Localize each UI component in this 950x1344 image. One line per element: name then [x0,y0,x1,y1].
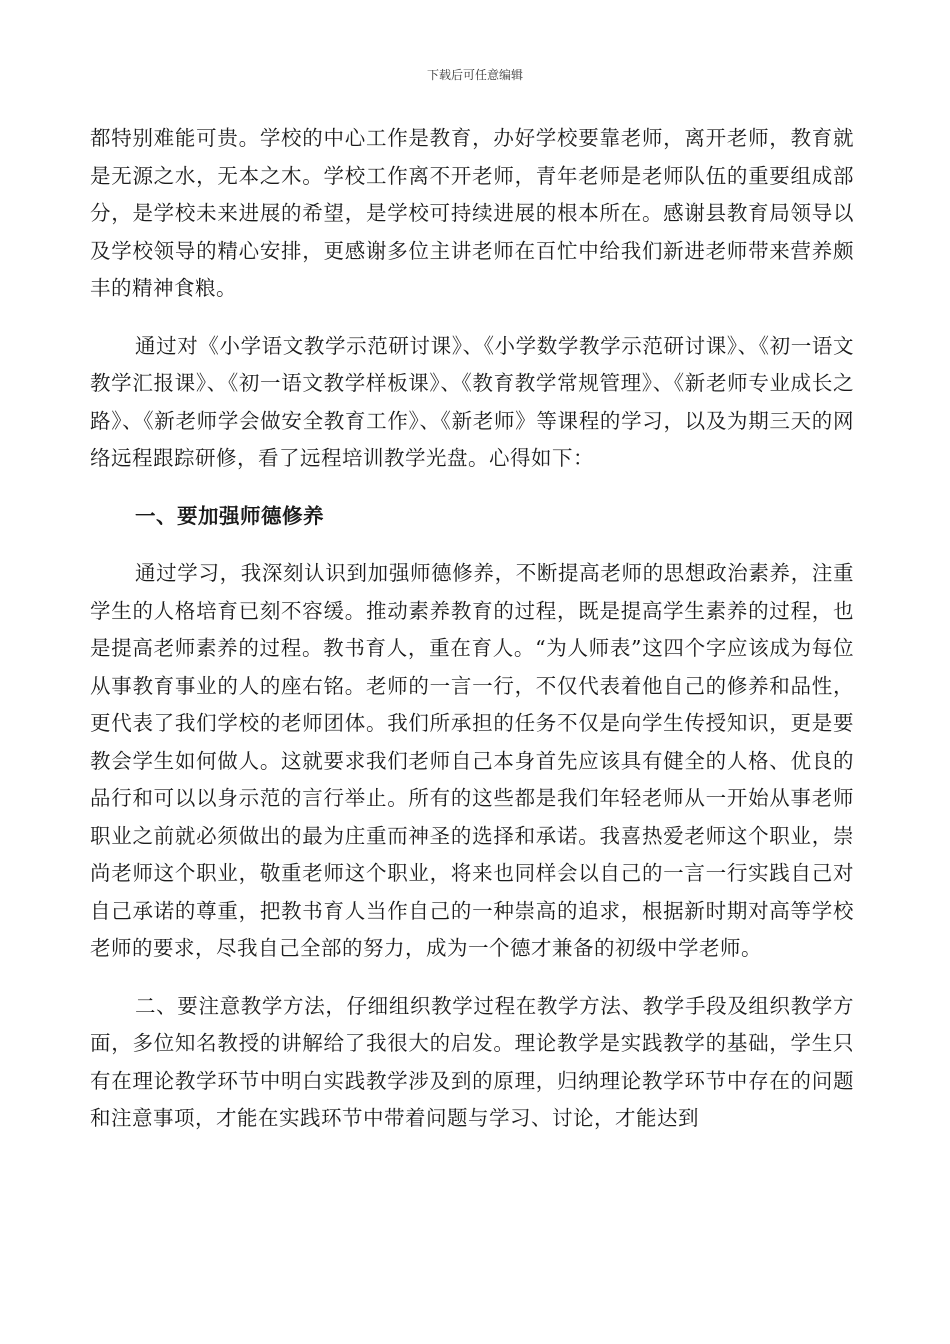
section-heading-ethics: 一、要加强师德修养 [135,503,324,528]
paragraph-course-list: 通过对《小学语文教学示范研讨课》、《小学数学教学示范研讨课》、《初一语文教学汇报课》、《初一语文教学样板课》、《教育教学常规管理》、《新老师专业成长之路》、《新老师学会做安全教育工作》、《新老师》等课程的学习，以及为期三天的网络远程跟踪研修，看了远程培训教学光盘。心得如下： [90,333,854,470]
paragraph-ethics: 通过学习，我深刻认识到加强师德修养，不断提高老师的思想政治素养，注重学生的人格培育已刻不容缓。推动素养教育的过程，既是提高学生素养的过程，也是提高老师素养的过程。教书育人，重在育人。“为人师表”这四个字应该成为每位从事教育事业的人的座右铭。老师的一言一行，不仅代表着他自己的修养和品性，更代表了我们学校的老师团体。我们所承担的任务不仅是向学生传授知识，更是要教会学生如何做人。这就要求我们老师自己本身首先应该具有健全的人格、优良的品行和可以以身示范的言行举止。所有的这些都是我们年轻老师从一开始从事老师职业之前就必须做出的最为庄重而神圣的选择和承诺。我喜热爱老师这个职业，崇尚老师这个职业，敬重老师这个职业，将来也同样会以自己的一言一行实践自己对自己承诺的尊重，把教书育人当作自己的一种崇高的追求，根据新时期对高等学校老师的要求，尽我自己全部的努力，成为一个德才兼备的初级中学老师。 [90,561,854,960]
document-body [90,120,854,1138]
page-header: 下载后可任意编辑 [426,68,523,82]
paragraph-continuation: 都特别难能可贵。学校的中心工作是教育，办好学校要靠老师，离开老师，教育就是无源之水，无本之木。学校工作离不开老师，青年老师是老师队伍的重要组成部分，是学校未来进展的希望，是学校可持续进展的根本所在。感谢县教育局领导以及学校领导的精心安排，更感谢多位主讲老师在百忙中给我们新进老师带来营养颇丰的精神食粮。 [90,126,854,300]
paragraph-teaching-methods: 二、要注意教学方法，仔细组织教学过程在教学方法、教学手段及组织教学方面，多位知名教授的讲解给了我很大的启发。理论教学是实践教学的基础，学生只有在理论教学环节中明白实践教学涉及到的原理，归纳理论教学环节中存在的问题和注意事项，才能在实践环节中带着问题与学习、讨论，才能达到 [90,993,854,1130]
